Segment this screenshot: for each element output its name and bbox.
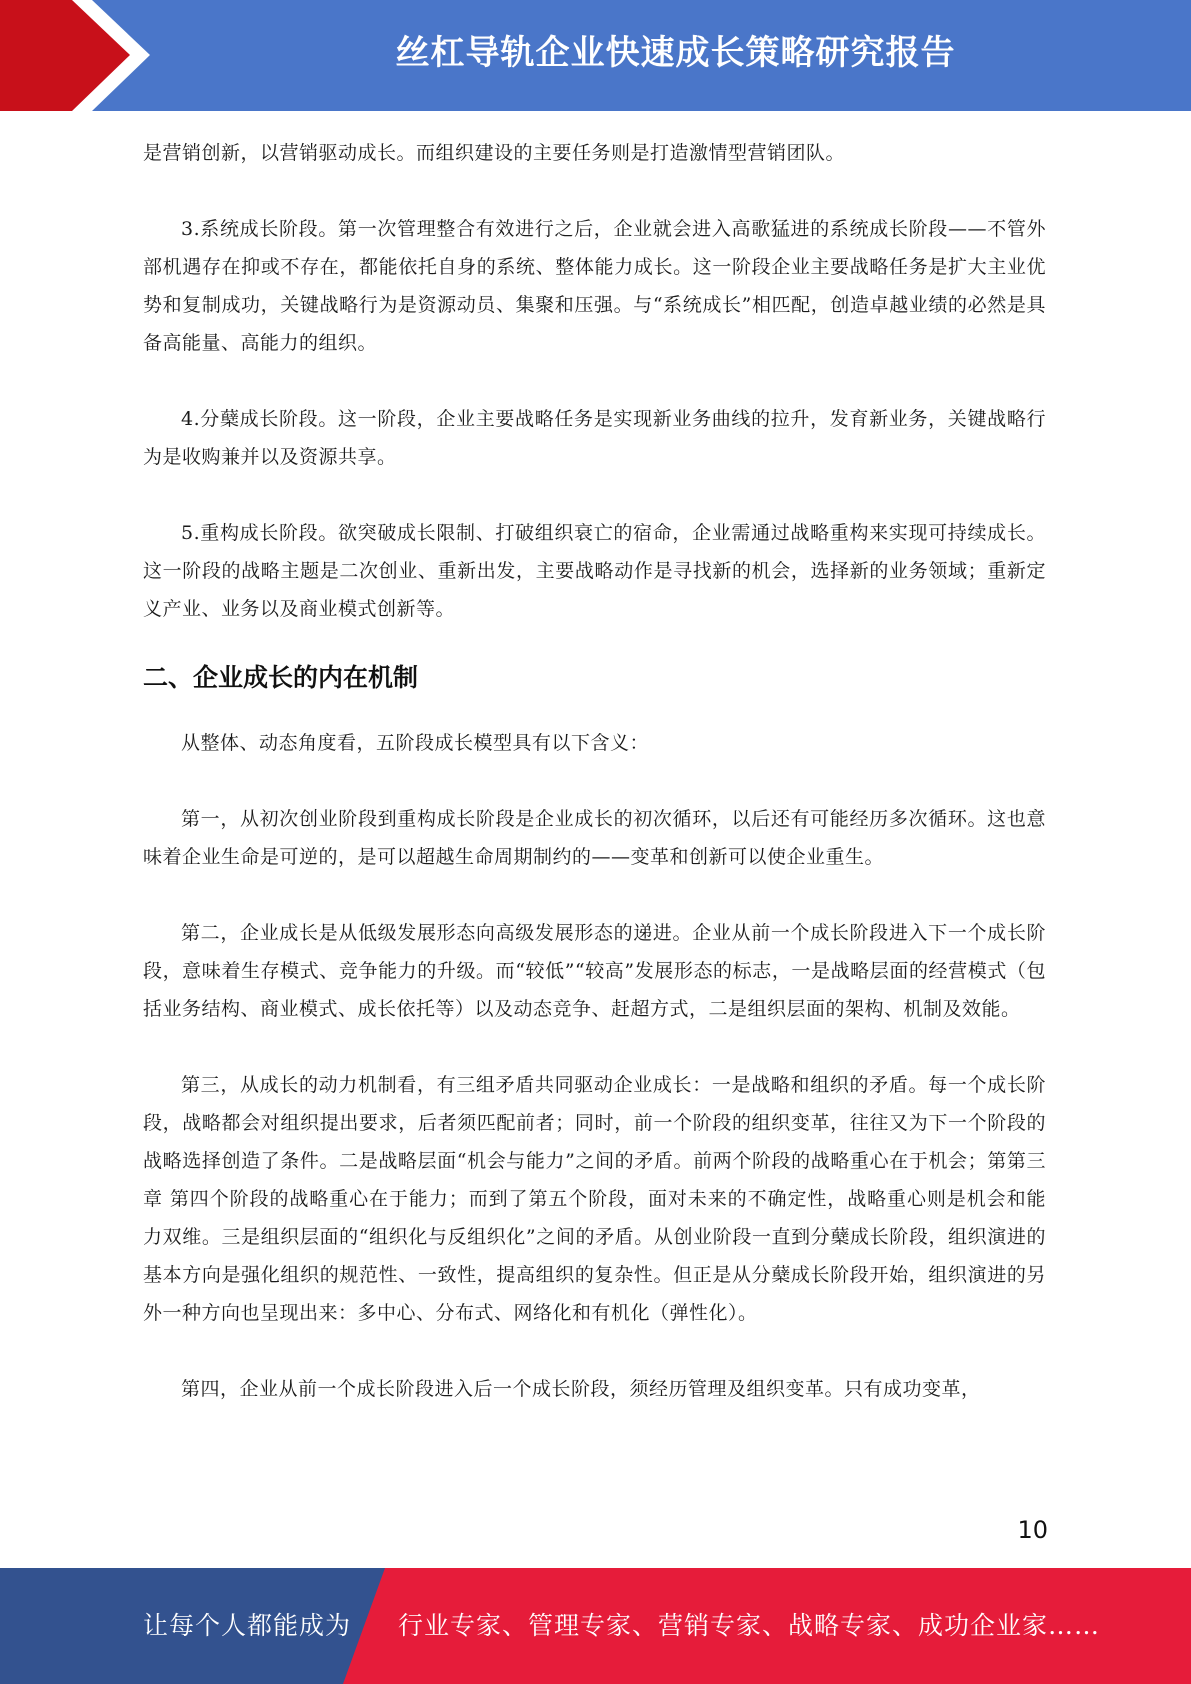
report-title: 丝杠导轨企业快速成长策略研究报告 xyxy=(395,33,956,73)
footer-banner xyxy=(0,1568,1191,1684)
paragraph-first: 第一，从初次创业阶段到重构成长阶段是企业成长的初次循环，以后还有可能经历多次循环。这也意味着企业生命是可逆的，是可以超越生命周期制约的——变革和创新可以使企业重生。 xyxy=(143,808,1046,868)
page-content xyxy=(143,134,1046,1408)
section-heading: 二、企业成长的内在机制 xyxy=(143,663,419,692)
paragraph-stage-3: 3.系统成长阶段。第一次管理整合有效进行之后，企业就会进入高歌猛进的系统成长阶段——不管外部机遇存在抑或不存在，都能依托自身的系统、整体能力成长。这一阶段企业主要战略任务是扩大主业优势和复制成功，关键战略行为是资源动员、集聚和压强。与“系统成长”相匹配，创造卓越业绩的必然是具备高能量、高能力的组织。 xyxy=(143,218,1046,354)
paragraph-intro: 从整体、动态角度看，五阶段成长模型具有以下含义： xyxy=(181,732,650,754)
paragraph-fourth: 第四，企业从前一个成长阶段进入后一个成长阶段，须经历管理及组织变革。只有成功变革， xyxy=(181,1378,981,1400)
page-number: 10 xyxy=(1017,1516,1048,1544)
paragraph-stage-4: 4.分蘖成长阶段。这一阶段，企业主要战略任务是实现新业务曲线的拉升，发育新业务，关键战略行为是收购兼并以及资源共享。 xyxy=(143,408,1046,468)
paragraph-continuation: 是营销创新，以营销驱动成长。而组织建设的主要任务则是打造激情型营销团队。 xyxy=(143,142,846,164)
footer-slogan-right: 行业专家、管理专家、营销专家、战略专家、成功企业家…… xyxy=(398,1611,1101,1640)
paragraph-third: 第三，从成长的动力机制看，有三组矛盾共同驱动企业成长：一是战略和组织的矛盾。每一个成长阶段，战略都会对组织提出要求，后者须匹配前者；同时，前一个阶段的组织变革，往往又为下一个阶段的战略选择创造了条件。二是战略层面“机会与能力”之间的矛盾。前两个阶段的战略重心在于机会；第第三章 第四个阶段的战略重心在于能力；而到了第五个阶段，面对未来的不确定性，战略重心则是机会和能力双维。三是组织层面的“组织化与反组织化”之间的矛盾。从创业阶段一直到分蘖成长阶段，组织演进的基本方向是强化组织的规范性、一致性，提高组织的复杂性。但正是从分蘖成长阶段开始，组织演进的另外一种方向也呈现出来：多中心、分布式、网络化和有机化（弹性化）。 xyxy=(143,1074,1046,1324)
footer-slogan-left: 让每个人都能成为 xyxy=(143,1611,352,1640)
paragraph-stage-5: 5.重构成长阶段。欲突破成长限制、打破组织衰亡的宿命，企业需通过战略重构来实现可持续成长。这一阶段的战略主题是二次创业、重新出发，主要战略动作是寻找新的机会，选择新的业务领域；重新定义产业、业务以及商业模式创新等。 xyxy=(143,522,1046,620)
header-banner xyxy=(0,0,1191,111)
paragraph-second: 第二，企业成长是从低级发展形态向高级发展形态的递进。企业从前一个成长阶段进入下一个成长阶段，意味着生存模式、竞争能力的升级。而“较低”“较高”发展形态的标志，一是战略层面的经营模式（包括业务结构、商业模式、成长依托等）以及动态竞争、赶超方式，二是组织层面的架构、机制及效能。 xyxy=(143,922,1046,1020)
header-chevron-arrow xyxy=(0,0,140,111)
